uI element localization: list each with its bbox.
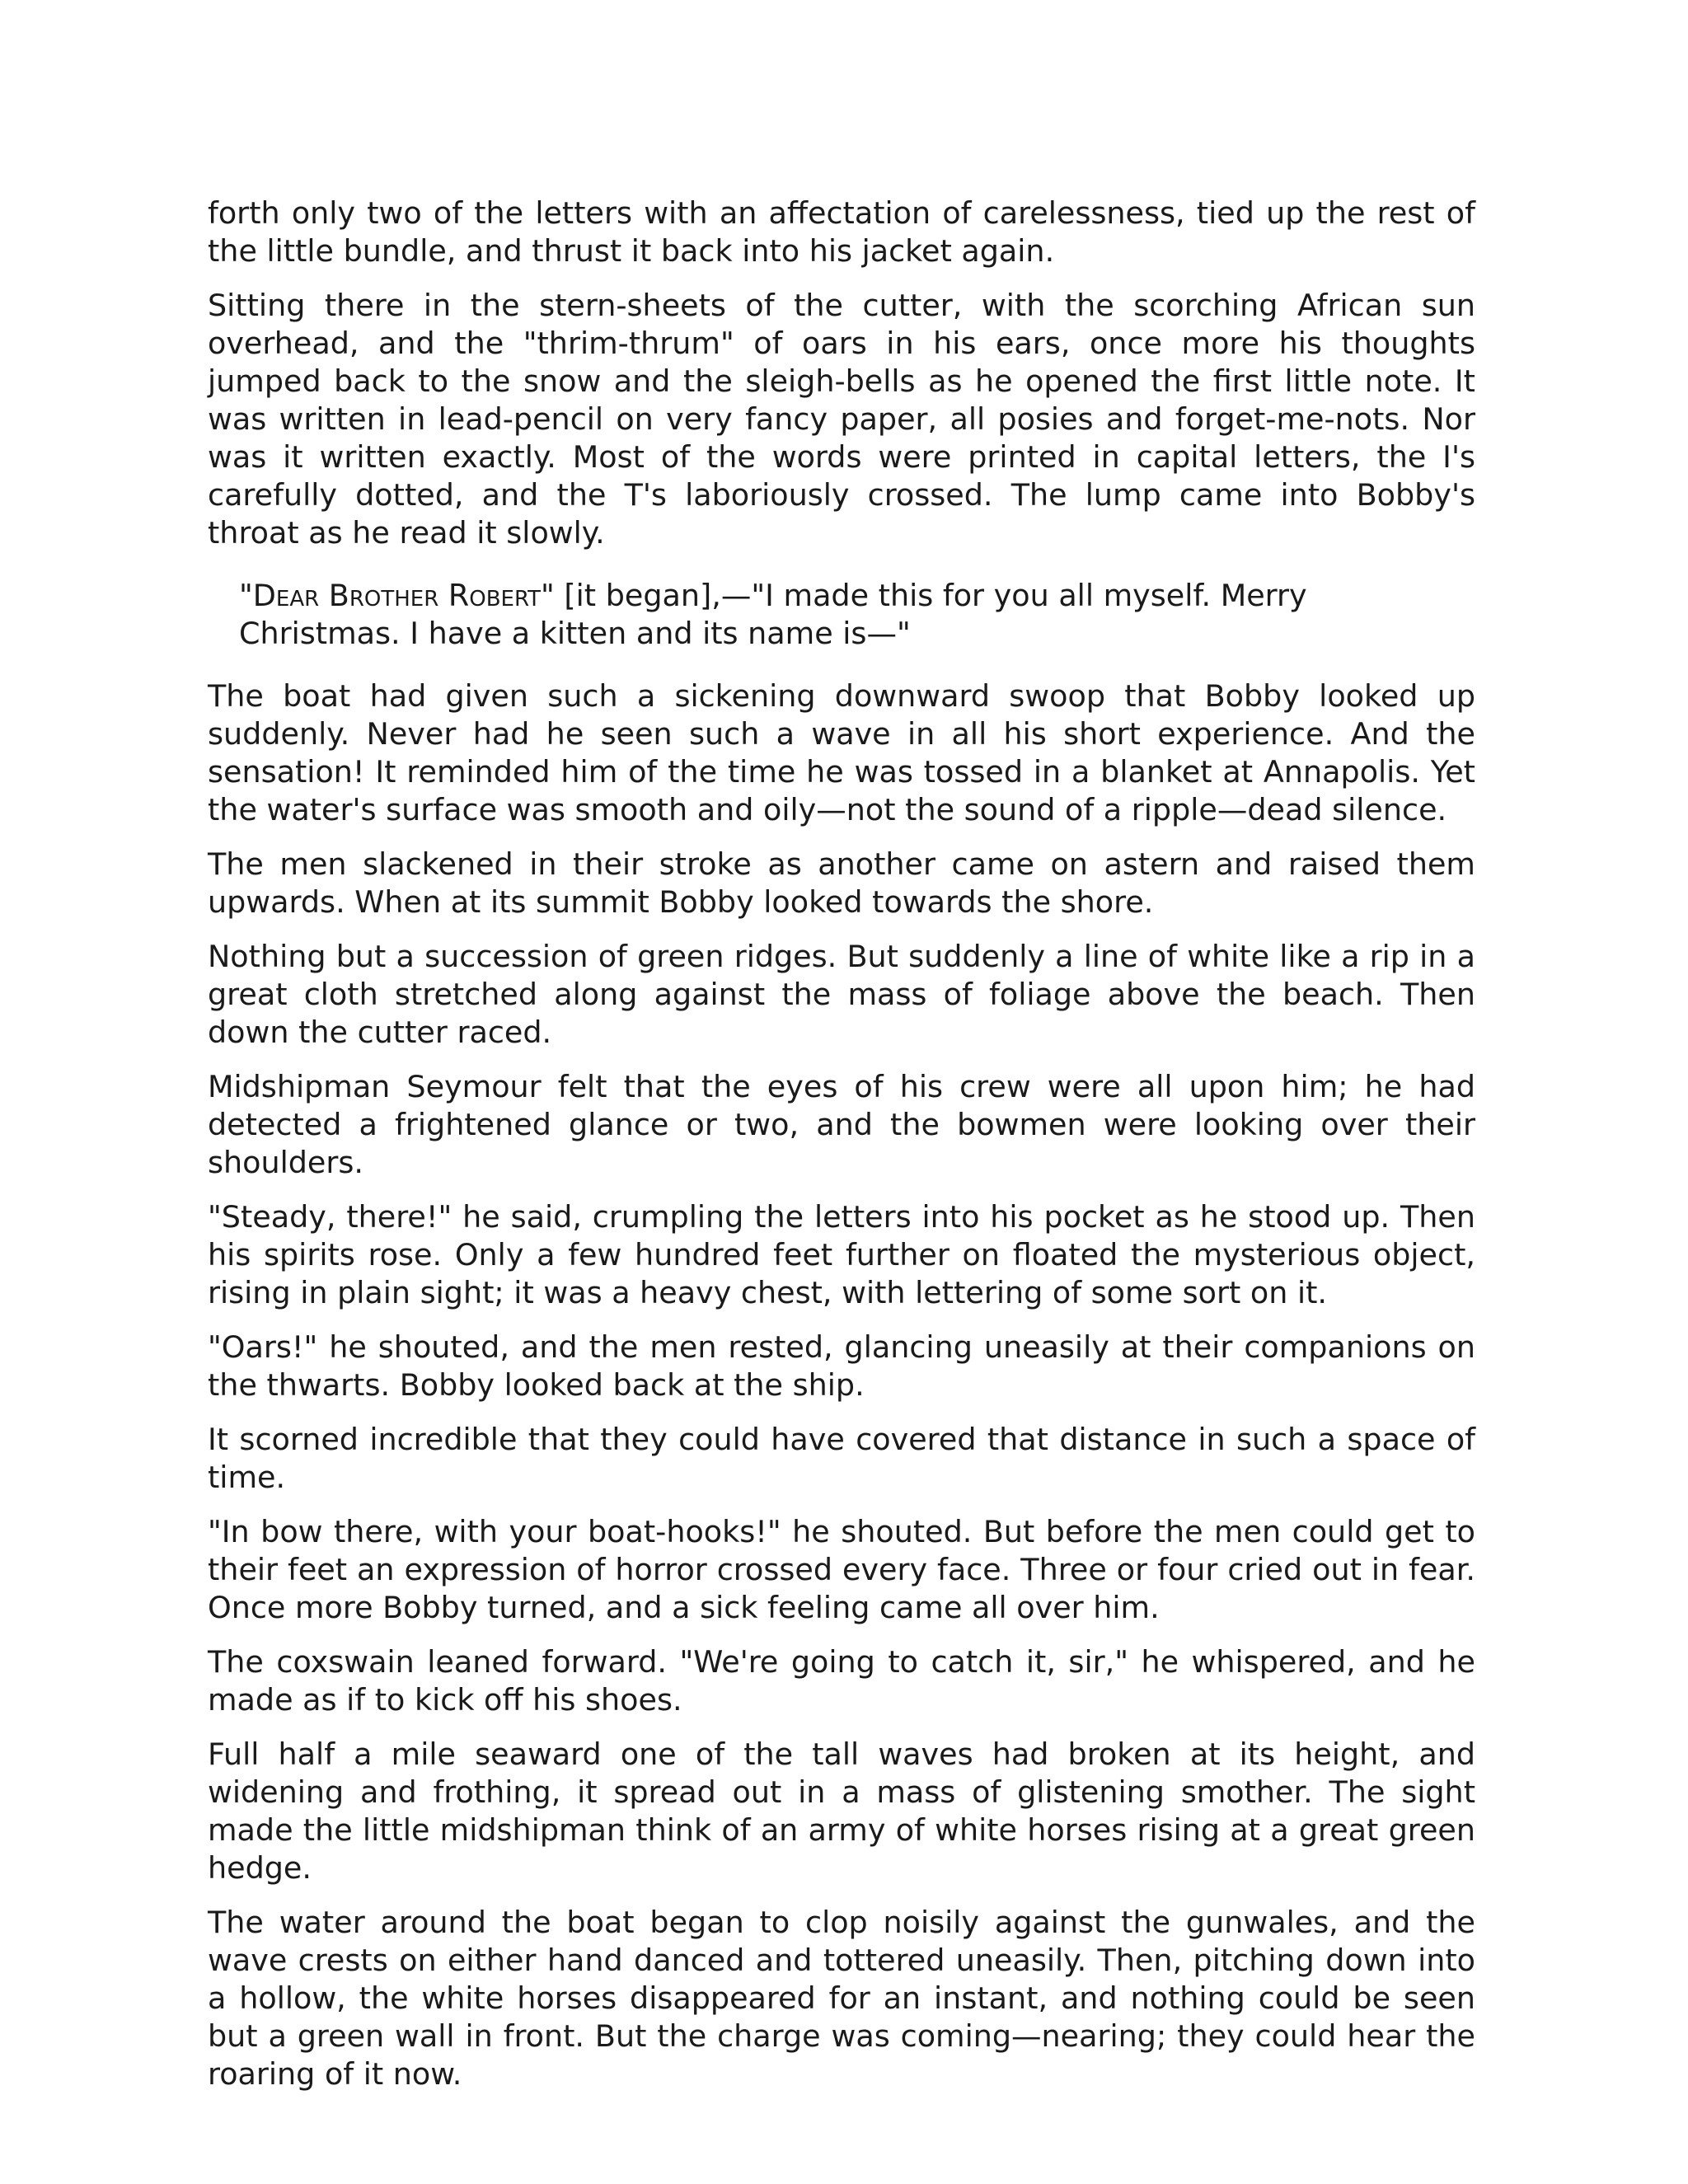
paragraph: Nothing but a succession of green ridges. But suddenly a line of white like a rip in a great cloth stretched along against the mass of foliage above the beach. Then down the cutter raced. xyxy=(208,939,1475,1050)
paragraph: "Steady, there!" he said, crumpling the letters into his pocket as he stood up. Then his spirits rose. Only a few hundred feet further on floated the mysterious object, rising in plain sight; it was a heavy chest, with lettering of some sort on it. xyxy=(208,1199,1475,1310)
paragraph: The boat had given such a sickening downward swoop that Bobby looked up suddenly. Never had he seen such a wave in all his short experience. And the sensation! It reminded him of the time he was tossed in a blanket at Annapolis. Yet the water's surface was smooth and oily—not the sound of a ripple—dead silence. xyxy=(208,678,1475,827)
paragraph: "In bow there, with your boat-hooks!" he shouted. But before the men could get to their feet an expression of horror crossed every face. Three or four cried out in fear. Once more Bobby turned, and a sick feeling came all over him. xyxy=(208,1514,1475,1625)
letter-body: " [it began],—"I made this for you all myself. Merry Christmas. I have a kitten and its name is—" xyxy=(239,578,1307,651)
letter-open-quote: " xyxy=(239,578,253,613)
paragraph: Full half a mile seaward one of the tall waves had broken at its height, and widening and frothing, it spread out in a mass of glistening smother. The sight made the little midshipman think of an army of white horses rising at a great green hedge. xyxy=(208,1736,1475,1886)
paragraph: forth only two of the letters with an affectation of carelessness, tied up the rest of the little bundle, and thrust it back into his jacket again. xyxy=(208,195,1475,269)
paragraph: "Oars!" he shouted, and the men rested, glancing uneasily at their companions on the thwarts. Bobby looked back at the ship. xyxy=(208,1329,1475,1403)
paragraph: The water around the boat began to clop noisily against the gunwales, and the wave crests on either hand danced and tottered uneasily. Then, pitching down into a hollow, the white horses disappeared for an instant, and nothing could be seen but a green wall in front. But the charge was coming—nearing; they could hear the roaring of it now. xyxy=(208,1905,1475,2092)
paragraph: The coxswain leaned forward. "We're going to catch it, sir," he whispered, and he made as if to kick off his shoes. xyxy=(208,1644,1475,1718)
paragraph: Midshipman Seymour felt that the eyes of his crew were all upon him; he had detected a frightened glance or two, and the bowmen were looking over their shoulders. xyxy=(208,1069,1475,1180)
paragraph: It scorned incredible that they could have covered that distance in such a space of time. xyxy=(208,1422,1475,1495)
text-column xyxy=(208,194,1475,2110)
letter-salutation: Dear Brother Robert xyxy=(252,578,542,613)
letter-quote xyxy=(208,577,1475,653)
paragraph: The men slackened in their stroke as another came on astern and raised them upwards. When at its summit Bobby looked towards the shore. xyxy=(208,846,1475,920)
paragraph: Sitting there in the stern-sheets of the cutter, with the scorching African sun overhead, and the "thrim-thrum" of oars in his ears, once more his thoughts jumped back to the snow and the sleigh-bells as he opened the first little note. It was written in lead-pencil on very fancy paper, all posies and forget-me-nots. Nor was it written exactly. Most of the words were printed in capital letters, the I's carefully dotted, and the T's laboriously crossed. The lump came into Bobby's throat as he read it slowly. xyxy=(208,288,1475,551)
